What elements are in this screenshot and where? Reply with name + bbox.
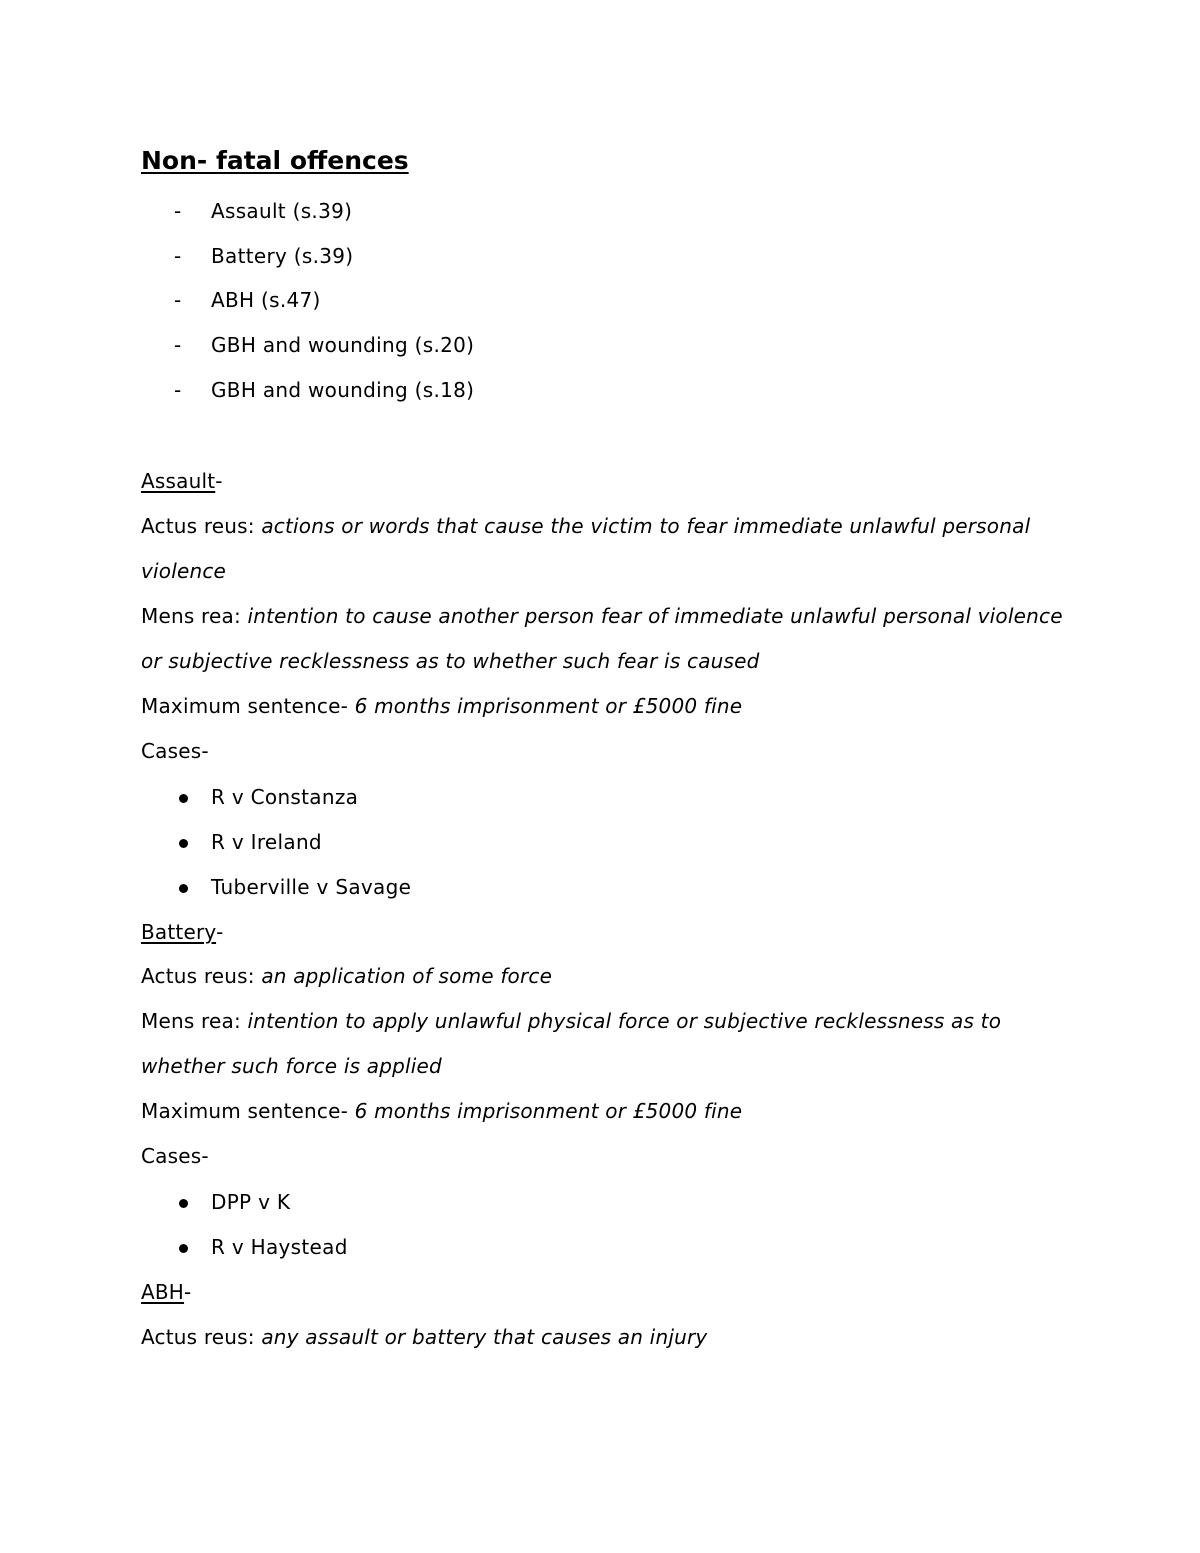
actus-label: Actus reus: <box>141 1325 262 1349</box>
heading-suffix: - <box>184 1280 192 1304</box>
abh-heading-line <box>141 1278 191 1306</box>
case-item: Tuberville v Savage <box>211 875 412 899</box>
case-item: R v Constanza <box>211 785 359 809</box>
offence-item: Battery (s.39) <box>211 244 354 268</box>
actus-label: Actus reus: <box>141 964 262 988</box>
actus-text: actions or words that cause the victim to fear immediate unlawful personal <box>261 514 1031 538</box>
offence-item: GBH and wounding (s.20) <box>211 333 475 357</box>
mens-label: Mens rea: <box>141 604 248 628</box>
offence-item: GBH and wounding (s.18) <box>211 378 475 402</box>
list-dash: - <box>174 288 182 312</box>
battery-cases-label: Cases- <box>141 1144 209 1168</box>
sentence-label: Maximum sentence- <box>141 1099 355 1123</box>
abh-heading: ABH <box>141 1280 185 1304</box>
actus-text: any assault or battery that causes an injury <box>261 1325 708 1349</box>
assault-cases-label: Cases- <box>141 739 209 763</box>
sentence-text: 6 months imprisonment or £5000 fine <box>354 1099 743 1123</box>
mens-label: Mens rea: <box>141 1009 248 1033</box>
offence-item: ABH (s.47) <box>211 288 321 312</box>
bullet-icon <box>179 884 188 893</box>
heading-suffix: - <box>215 469 223 493</box>
battery-heading-line <box>141 918 224 946</box>
bullet-icon <box>179 839 188 848</box>
list-dash: - <box>174 333 182 357</box>
actus-text: an application of some force <box>261 964 553 988</box>
list-dash: - <box>174 378 182 402</box>
battery-sentence-line <box>141 1097 742 1125</box>
list-dash: - <box>174 199 182 223</box>
assault-mens-line <box>141 602 1063 630</box>
assault-actus-cont: violence <box>141 559 227 583</box>
case-item: R v Haystead <box>211 1235 348 1259</box>
sentence-text: 6 months imprisonment or £5000 fine <box>354 694 743 718</box>
assault-heading-line <box>141 467 223 495</box>
mens-text: intention to cause another person fear of immediate unlawful personal violence <box>247 604 1063 628</box>
sentence-label: Maximum sentence- <box>141 694 355 718</box>
mens-text: intention to apply unlawful physical force or subjective recklessness as to <box>247 1009 1002 1033</box>
assault-actus-line <box>141 512 1030 540</box>
bullet-icon <box>179 1199 188 1208</box>
assault-sentence-line <box>141 692 742 720</box>
list-dash: - <box>174 244 182 268</box>
actus-label: Actus reus: <box>141 514 262 538</box>
battery-mens-cont: whether such force is applied <box>141 1054 442 1078</box>
document-title: Non- fatal offences <box>141 146 409 175</box>
abh-actus-line <box>141 1323 707 1351</box>
battery-heading: Battery <box>141 920 217 944</box>
case-item: R v Ireland <box>211 830 322 854</box>
bullet-icon <box>179 794 188 803</box>
assault-mens-cont: or subjective recklessness as to whether such fear is caused <box>141 649 760 673</box>
bullet-icon <box>179 1244 188 1253</box>
offence-item: Assault (s.39) <box>211 199 353 223</box>
battery-mens-line <box>141 1007 1001 1035</box>
case-item: DPP v K <box>211 1190 291 1214</box>
heading-suffix: - <box>216 920 224 944</box>
assault-heading: Assault <box>141 469 216 493</box>
battery-actus-line <box>141 962 552 990</box>
